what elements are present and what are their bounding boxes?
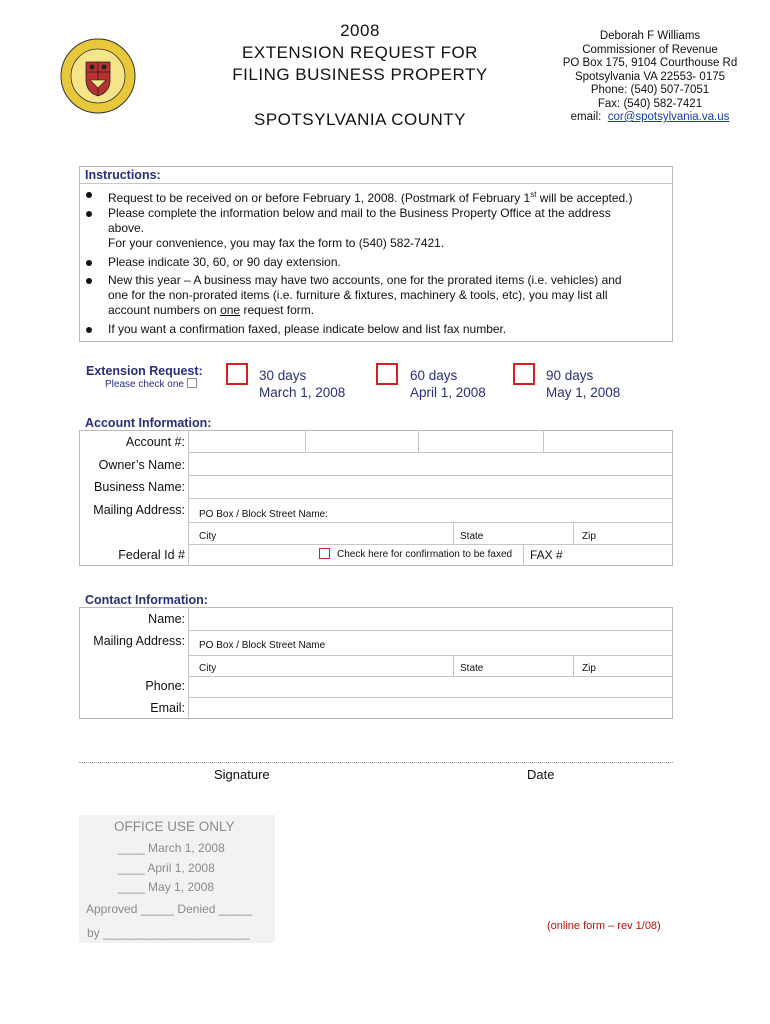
contact-mailing-address-label: Mailing Address:: [93, 634, 185, 648]
instructions-heading: Instructions:: [85, 168, 161, 182]
email-link[interactable]: cor@spotsylvania.va.us: [607, 111, 730, 123]
mailing-address-label: Mailing Address:: [93, 503, 185, 517]
form-year: 2008: [340, 21, 380, 40]
federal-id-label: Federal Id #: [118, 548, 185, 562]
checkbox-60-days[interactable]: [376, 363, 398, 385]
business-name-field[interactable]: [189, 476, 672, 498]
contact-heading: Contact Information:: [85, 593, 208, 607]
contact-email-label: Email:: [150, 701, 185, 715]
commissioner-title: Commissioner of Revenue: [582, 43, 718, 56]
option-90-days: 90 days May 1, 2008: [546, 368, 621, 400]
office-use-box: [79, 815, 275, 943]
fax-number-field[interactable]: [562, 545, 672, 566]
city-label: City: [199, 531, 217, 542]
commissioner-address2: Spotsylvania VA 22553- 0175: [574, 70, 726, 83]
bullet: [86, 260, 92, 266]
extension-subheading: Please check one: [105, 379, 184, 390]
commissioner-address1: PO Box 175, 9104 Courthouse Rd: [562, 57, 738, 69]
bullet: [86, 327, 92, 333]
fax-confirmation-label: Check here for confirmation to be faxed: [337, 549, 513, 560]
contact-phone-field[interactable]: [189, 677, 672, 697]
option-60-days: 60 days April 1, 2008: [410, 368, 486, 400]
business-name-label: Business Name:: [93, 480, 185, 494]
contact-po-box-label: PO Box / Block Street Name: [199, 640, 326, 651]
contact-email-field[interactable]: [189, 698, 672, 718]
commissioner-phone: Phone: (540) 507-7051: [590, 84, 710, 96]
form-title-line1: EXTENSION REQUEST FOR: [242, 43, 478, 62]
email-label: email:: [570, 111, 602, 123]
contact-zip-label: Zip: [582, 663, 596, 674]
commissioner-fax: Fax: (540) 582-7421: [597, 97, 703, 110]
bullet: [86, 211, 92, 217]
owner-name-label: Owner’s Name:: [98, 458, 185, 472]
county-name: SPOTSYLVANIA COUNTY: [254, 110, 466, 129]
zip-label: Zip: [582, 531, 596, 542]
contact-name-field[interactable]: [189, 608, 672, 630]
city-field[interactable]: [189, 523, 452, 544]
po-box-label: PO Box / Block Street Name:: [199, 509, 328, 520]
fax-confirmation-checkbox[interactable]: [319, 548, 330, 559]
account-heading: Account Information:: [85, 416, 212, 430]
account-number-label: Account #:: [125, 435, 185, 449]
office-line-may: ____ May 1, 2008: [118, 880, 215, 894]
account-number-field-2[interactable]: [306, 431, 417, 452]
contact-name-label: Name:: [148, 612, 185, 626]
contact-state-label: State: [460, 663, 484, 674]
bullet: [86, 192, 92, 198]
signature-line[interactable]: [79, 762, 673, 763]
office-by: by ______________________: [87, 926, 250, 940]
office-use-title: OFFICE USE ONLY: [114, 819, 235, 834]
instruction-3: Please indicate 30, 60, or 90 day extension.: [108, 255, 341, 269]
instruction-5: If you want a confirmation faxed, please indicate below and list fax number.: [108, 322, 507, 336]
checkbox-30-days[interactable]: [226, 363, 248, 385]
instruction-4: New this year – A business may have two accounts, one for the prorated items (i.e. vehicles) and one for the non-prorated items (i.e. furniture & fixtures, machinery & tools, etc), you may list all account numbers on one request form.: [108, 273, 622, 317]
extension-heading: Extension Request:: [86, 364, 203, 378]
checkbox-90-days[interactable]: [513, 363, 535, 385]
office-line-march: ____ March 1, 2008: [118, 841, 225, 855]
contact-city-field[interactable]: [189, 656, 452, 676]
contact-phone-label: Phone:: [145, 679, 185, 693]
state-label: State: [460, 531, 484, 542]
instruction-2: Please complete the information below and mail to the Business Property Office at the address above. For your convenience, you may fax the form to (540) 582-7421.: [108, 206, 611, 250]
option-30-days: 30 days March 1, 2008: [259, 368, 346, 400]
instruction-1: Request to be received on or before February 1, 2008. (Postmark of February 1st will be accepted.): [108, 190, 633, 205]
account-number-field-1[interactable]: [189, 431, 304, 452]
date-label: Date: [527, 767, 555, 782]
account-number-field-3[interactable]: [419, 431, 542, 452]
owner-name-field[interactable]: [189, 453, 672, 475]
fax-number-label: FAX #: [530, 548, 563, 562]
office-approved-denied: Approved _____ Denied _____: [86, 902, 253, 916]
signature-label: Signature: [214, 767, 270, 782]
commissioner-block: [540, 30, 760, 125]
revision-note: (online form – rev 1/08): [547, 920, 661, 932]
contact-city-label: City: [199, 663, 217, 674]
form-title-line2: FILING BUSINESS PROPERTY: [232, 65, 488, 84]
please-check-one-box: [187, 378, 197, 388]
bullet: [86, 278, 92, 284]
commissioner-name: Deborah F Williams: [599, 30, 701, 42]
account-number-field-4[interactable]: [544, 431, 672, 452]
federal-id-field[interactable]: [189, 545, 315, 566]
office-line-april: ____ April 1, 2008: [118, 861, 215, 875]
county-seal-logo: [60, 38, 136, 114]
